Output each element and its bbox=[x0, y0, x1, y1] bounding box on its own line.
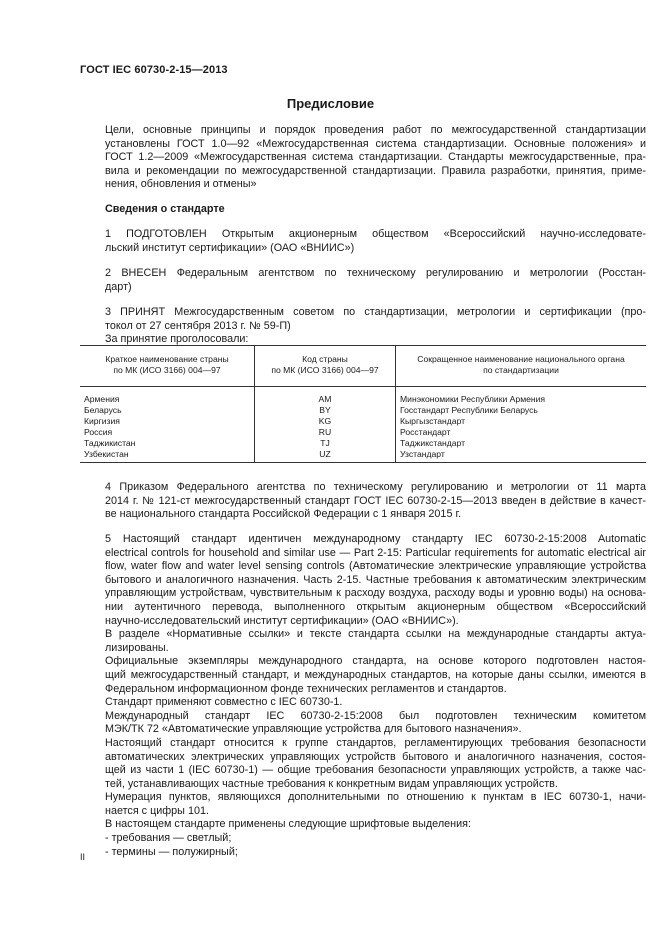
standard-header: ГОСТ IEC 60730-2-15—2013 bbox=[80, 64, 228, 76]
body-cell: Госстандарт Республики Беларусь bbox=[396, 405, 647, 416]
country-cell: Таджикистан bbox=[84, 438, 136, 448]
country-cell: Беларусь bbox=[84, 405, 122, 415]
text-line: управляющим устройствам, чувствительным к расходу воздуха, расходу воды и уровню воды) на основа- bbox=[105, 587, 646, 600]
text-line: автоматических электрических управляющих устройств бытового и аналогичного назначения, состоя- bbox=[105, 750, 646, 763]
table-row bbox=[80, 416, 646, 427]
item-3 bbox=[80, 306, 646, 333]
text-line: В настоящем стандарте применены следующие шрифтовые выделения: bbox=[105, 818, 471, 831]
body-cell: Таджикстандарт bbox=[396, 438, 647, 449]
text-line: Стандарт применяют совместно с IEC 60730-1. bbox=[105, 696, 343, 709]
header-body: Сокращенное наименование национального органа по стандартизации bbox=[396, 346, 647, 387]
item-2-text bbox=[80, 267, 646, 294]
body-cell: Росстандарт bbox=[396, 427, 647, 438]
item-5-block bbox=[80, 533, 646, 859]
text-line: 4 Приказом Федерального агентства по техническому регулированию и метрологии от 11 марта bbox=[105, 481, 646, 493]
text-line: нается с цифры 101. bbox=[105, 804, 209, 817]
country-cell: Россия bbox=[84, 427, 113, 437]
table-row bbox=[80, 387, 646, 406]
item-1 bbox=[80, 228, 646, 255]
font-highlights-text bbox=[80, 818, 646, 832]
text-line: льский институт сертификации» (ОАО «ВНИИС») bbox=[105, 241, 355, 254]
item-3-text bbox=[80, 306, 646, 333]
text-line: ГОСТ 1.2—2009 «Межгосударственная система стандартизации. Стандарты межгосударственные, пра- bbox=[105, 151, 646, 164]
text-line: Нумерация пунктов, являющихся дополнительными по отношению к пунктам в IEC 60730-1, начи- bbox=[105, 791, 646, 804]
country-cell: Киргизия bbox=[84, 416, 120, 426]
page-number: II bbox=[80, 852, 86, 862]
applied-with-text bbox=[80, 696, 646, 710]
body-cell: Кыргызстандарт bbox=[396, 416, 647, 427]
text-line: бытового и аналогичного назначения. Часть 2-15. Частные требования к автоматическим электрическим bbox=[105, 573, 646, 586]
country-cell: Армения bbox=[84, 394, 120, 404]
body-cell: Узстандарт bbox=[396, 449, 647, 463]
numbering-text bbox=[80, 791, 646, 818]
code-cell: KG bbox=[255, 416, 396, 427]
text-line: установлены ГОСТ 1.0—92 «Межгосударственная система стандартизации. Основные положения» и bbox=[105, 137, 646, 150]
header-code: Код страны по МК (ИСО 3166) 004—97 bbox=[255, 346, 396, 387]
text-line: токол от 27 сентября 2013 г. № 59-П) bbox=[105, 319, 291, 332]
font-list-item: - термины — полужирный; bbox=[105, 845, 238, 858]
table-row bbox=[80, 405, 646, 416]
text-line: 1 ПОДГОТОВЛЕН Открытым акционерным обществом «Всероссийский научно-исследоватe- bbox=[105, 228, 646, 240]
official-copies-text bbox=[80, 655, 646, 696]
standard-group-text bbox=[80, 737, 646, 791]
code-cell: BY bbox=[255, 405, 396, 416]
item-4-text bbox=[80, 481, 646, 522]
country-cell: Узбекистан bbox=[80, 449, 255, 463]
text-line: вила и рекомендации по межгосударственной стандартизации. Правила разработки, принятия, приме- bbox=[105, 164, 646, 177]
text-line: тей, устанавливающих частные требования к конкретным видам управляющих устройств. bbox=[105, 777, 558, 790]
code-cell: AM bbox=[255, 387, 396, 406]
code-cell: UZ bbox=[255, 449, 396, 463]
page-title: Предисловие bbox=[286, 96, 375, 111]
text-line: нения, обновления и отмены» bbox=[105, 178, 257, 191]
text-line: ве национального стандарта Российской Федерации с 1 января 2015 г. bbox=[105, 508, 462, 521]
text-line: Международный стандарт IEC 60730-2-15:2008 был подготовлен техническим комитетом bbox=[105, 709, 646, 722]
text-line: щий межгосударственный стандарт, и международных стандартов, на которые даны ссылки, имеются в bbox=[105, 668, 646, 681]
text-line: научно-исследовательский институт сертификации» (ОАО «ВНИИС»). bbox=[105, 614, 459, 627]
text-line: В разделе «Нормативные ссылки» и тексте стандарта ссылки на международные стандарты актуа- bbox=[105, 628, 646, 641]
text-line: Цели, основные принципы и порядок проведения работ по межгосударственной стандартизации bbox=[105, 124, 646, 136]
info-heading: Сведения о стандарте bbox=[105, 203, 225, 215]
item-5-text bbox=[80, 533, 646, 628]
references-text bbox=[80, 628, 646, 655]
text-line: 2 ВНЕСЕН Федеральным агентством по техническому регулированию и метрологии (Росстан- bbox=[105, 267, 646, 279]
code-cell: TJ bbox=[255, 438, 396, 449]
text-line: нии аутентичного перевода, выполненного открытым акционерным обществом «Всероссийский bbox=[105, 600, 646, 613]
table-row bbox=[80, 427, 646, 438]
table-header-row bbox=[80, 346, 646, 387]
voted-label: За принятие проголосовали: bbox=[105, 333, 249, 345]
item-1-text bbox=[80, 228, 646, 255]
table-row bbox=[80, 449, 646, 463]
item-4 bbox=[80, 481, 646, 522]
countries-table bbox=[80, 345, 646, 463]
text-line: Настоящий стандарт относится к группе стандартов, регламентирующих требования безопасности bbox=[105, 736, 646, 749]
text-line: Официальные экземпляры международного стандарта, на основе которого подготовлен настоя- bbox=[105, 655, 646, 668]
text-line: 3 ПРИНЯТ Межгосударственным советом по стандартизации, метрологии и сертификации (про- bbox=[105, 306, 646, 318]
item-2 bbox=[80, 267, 646, 294]
code-cell: RU bbox=[255, 427, 396, 438]
text-line: flow, water flow and water level sensing controls (Автоматические электрические управляющие устройства bbox=[105, 560, 646, 573]
body-cell: Минэкономики Республики Армения bbox=[396, 387, 647, 406]
text-line: Федеральном информационном фонде технических регламентов и стандартов. bbox=[105, 682, 507, 695]
intro-text bbox=[80, 124, 646, 192]
table-row bbox=[80, 438, 646, 449]
text-line: 2014 г. № 121-ст межгосударственный стандарт ГОСТ IEC 60730-2-15—2013 введен в действие в качест- bbox=[105, 494, 646, 507]
text-line: 5 Настоящий стандарт идентичен международному стандарту IEC 60730-2-15:2008 Automatic bbox=[105, 533, 646, 545]
text-line: МЭК/ТК 72 «Автоматические управляющие устройства для бытового назначения». bbox=[105, 723, 522, 736]
intro-paragraph bbox=[80, 124, 646, 192]
header-country: Краткое наименование страны по МК (ИСО 3166) 004—97 bbox=[80, 346, 255, 387]
text-line: electrical controls for household and similar use — Part 2-15: Particular requirements for automatic electrical air bbox=[105, 546, 646, 559]
text-line: лизированы. bbox=[105, 641, 169, 654]
prepared-by-text bbox=[80, 710, 646, 737]
font-list-item: - требования — светлый; bbox=[105, 832, 232, 845]
text-line: дарт) bbox=[105, 280, 132, 293]
text-line: щей из части 1 (IEC 60730-1) — общие требования безопасности управляющих устройств, а также час- bbox=[105, 764, 646, 777]
